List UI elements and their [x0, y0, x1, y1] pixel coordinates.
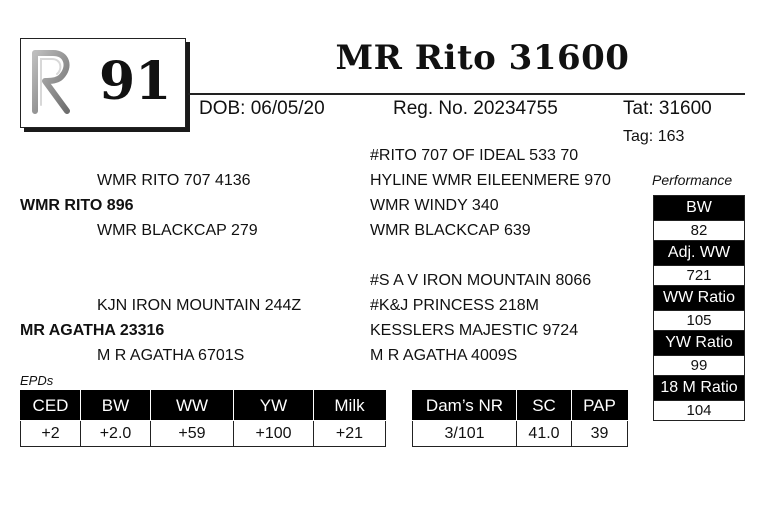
dam-stats-value: 39	[572, 421, 628, 447]
pedigree-sire: WMR RITO 896	[20, 197, 134, 214]
pedigree-sire-dam-dam: WMR BLACKCAP 639	[370, 222, 531, 239]
dam-stats-header: SC	[517, 391, 572, 421]
pedigree-dam: MR AGATHA 23316	[20, 322, 165, 339]
performance-label: YW Ratio	[654, 331, 745, 356]
epd-value: +21	[314, 421, 386, 447]
dam-stats-table	[412, 390, 628, 447]
performance-label: 18 M Ratio	[654, 376, 745, 401]
performance-label: Adj. WW	[654, 241, 745, 266]
epd-header: YW	[234, 391, 314, 421]
pedigree-dam-sire: KJN IRON MOUNTAIN 244Z	[97, 297, 302, 314]
performance-value: 105	[654, 311, 745, 331]
performance-table	[653, 195, 745, 421]
epd-value: +100	[234, 421, 314, 447]
performance-value: 721	[654, 266, 745, 286]
epd-header: WW	[151, 391, 234, 421]
ranch-logo-icon	[27, 45, 81, 117]
dam-stats-header: PAP	[572, 391, 628, 421]
animal-name: MR Rito 31600	[335, 38, 630, 78]
epd-table	[20, 390, 386, 447]
epd-value: +2.0	[81, 421, 151, 447]
tattoo: Tat: 31600	[623, 98, 712, 119]
performance-value: 82	[654, 221, 745, 241]
epd-header: Milk	[314, 391, 386, 421]
registration-number: Reg. No. 20234755	[393, 98, 558, 119]
pedigree-dam-dam: M R AGATHA 6701S	[97, 347, 245, 364]
pedigree-sire-dam-sire: WMR WINDY 340	[370, 197, 499, 214]
performance-caption: Performance	[652, 172, 733, 188]
epd-value: +59	[151, 421, 234, 447]
dam-stats-value: 41.0	[517, 421, 572, 447]
title-divider	[188, 93, 745, 95]
epd-header: BW	[81, 391, 151, 421]
epd-value: +2	[21, 421, 81, 447]
lot-box	[20, 38, 186, 128]
epd-header: CED	[21, 391, 81, 421]
pedigree-dam-sire-sire: #S A V IRON MOUNTAIN 8066	[370, 272, 592, 289]
dam-stats-header: Dam’s NR	[413, 391, 517, 421]
lot-number: 91	[99, 51, 172, 112]
epd-caption: EPDs	[20, 373, 54, 388]
tag-number: Tag: 163	[623, 128, 685, 145]
performance-value: 104	[654, 401, 745, 421]
dam-stats-value: 3/101	[413, 421, 517, 447]
pedigree-sire-dam: WMR BLACKCAP 279	[97, 222, 258, 239]
pedigree-dam-dam-sire: KESSLERS MAJESTIC 9724	[370, 322, 579, 339]
dob: DOB: 06/05/20	[199, 98, 325, 119]
pedigree-sire-sire-dam: HYLINE WMR EILEENMERE 970	[370, 172, 611, 189]
pedigree-sire-sire: WMR RITO 707 4136	[97, 172, 251, 189]
performance-value: 99	[654, 356, 745, 376]
pedigree-dam-sire-dam: #K&J PRINCESS 218M	[370, 297, 539, 314]
performance-label: WW Ratio	[654, 286, 745, 311]
pedigree-sire-sire-sire: #RITO 707 OF IDEAL 533 70	[370, 147, 579, 164]
performance-label: BW	[654, 196, 745, 221]
pedigree-dam-dam-dam: M R AGATHA 4009S	[370, 347, 518, 364]
